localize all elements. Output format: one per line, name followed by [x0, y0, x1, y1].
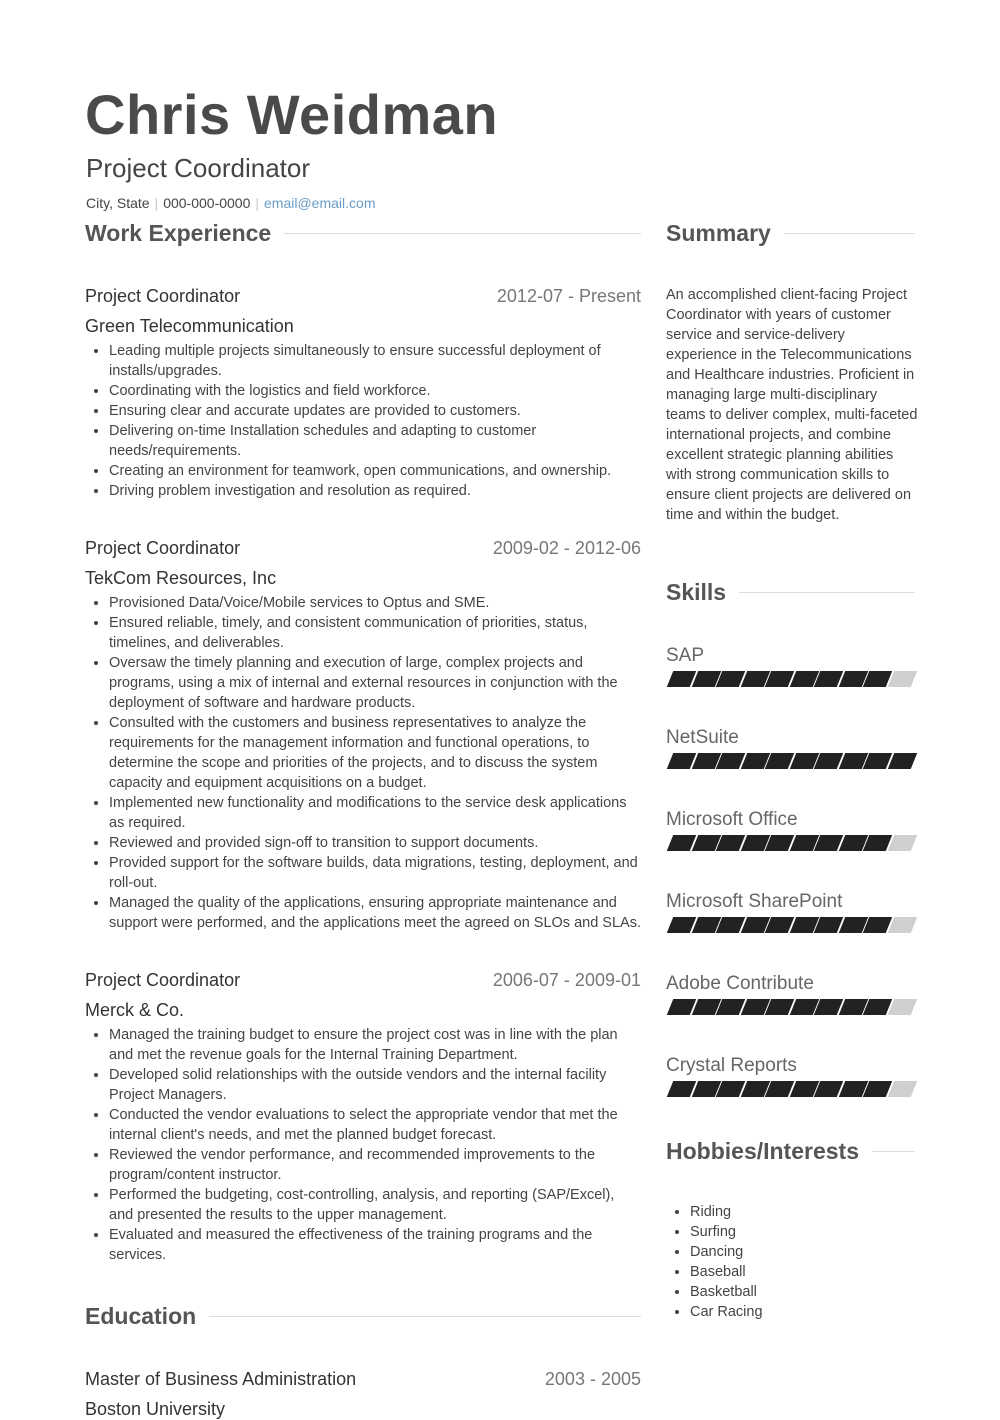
contact-email-link[interactable]: email@email.com [264, 195, 376, 211]
job-bullet: • Managed the training budget to ensure the project cost was in line with the plan and met the revenue goals for the Internal Training Department. [109, 1025, 641, 1065]
job-dates: 2012-07 - Present [496, 286, 641, 306]
summary-text: An accomplished client-facing Project Coordinator with years of customer service and service-delivery experience in the Telecommunications and Healthcare industries. Proficient in managing large multi-disciplinary teams to deliver complex, multi-faceted international projects, and combine excellent strategic planning abilities with strong communication skills to ensure client projects are delivered on time and within the budget. [666, 287, 918, 523]
job-bullet: • Oversaw the timely planning and execution of large, complex projects and programs, using a mix of internal and external resources in conjunction with the deployment of software and hardware products. [109, 653, 641, 713]
work-experience-heading [85, 218, 641, 248]
skills-heading [666, 577, 915, 607]
contact-separator: | [255, 195, 260, 211]
job-bullet: • Leading multiple projects simultaneously to ensure successful deployment of installs/upgrades. [109, 341, 641, 381]
hobby-item: • Car Racing [690, 1302, 763, 1322]
job-bullet: • Ensured reliable, timely, and consistent communication of priorities, status, timelines, and deliverables. [109, 613, 641, 653]
job-company: Green Telecommunication [85, 316, 294, 336]
skill-item [666, 809, 915, 831]
hobby-item: • Basketball [690, 1282, 763, 1302]
contact-line [86, 195, 375, 211]
skill-rating-bar [666, 917, 915, 933]
hobby-item: • Surfing [690, 1222, 763, 1242]
hobby-item: • Baseball [690, 1262, 763, 1282]
job-bullet: • Provisioned Data/Voice/Mobile services to Optus and SME. [109, 593, 641, 613]
skill-item [666, 645, 915, 667]
section-divider [284, 233, 641, 234]
contact-location: City, State [86, 195, 150, 211]
skill-name: Adobe Contribute [666, 973, 814, 994]
section-title: Summary [666, 219, 771, 246]
job-bullet: • Ensuring clear and accurate updates are provided to customers. [109, 401, 641, 421]
job-bullet: • Delivering on-time Installation schedules and adapting to customer needs/requirements. [109, 421, 641, 461]
section-divider [872, 1151, 915, 1152]
section-divider [739, 592, 915, 593]
job-bullet: • Provided support for the software builds, data migrations, testing, deployment, and roll-out. [109, 853, 641, 893]
section-title: Education [85, 1302, 197, 1329]
job-bullet: • Performed the budgeting, cost-controlling, analysis, and reporting (SAP/Excel), and presented the results to the upper management. [109, 1185, 641, 1225]
contact-separator: | [154, 195, 159, 211]
skill-item [666, 1055, 915, 1077]
job-title: Project Coordinator [85, 538, 241, 558]
job-company: Merck & Co. [85, 1000, 185, 1020]
job-company: TekCom Resources, Inc [85, 568, 277, 588]
candidate-name: Chris Weidman [85, 83, 499, 146]
job-title: Project Coordinator [85, 286, 241, 306]
skill-item [666, 891, 915, 913]
skill-name: Microsoft Office [666, 809, 798, 830]
section-title: Hobbies/Interests [666, 1137, 859, 1164]
job-bullet: • Reviewed the vendor performance, and recommended improvements to the program/content instructor. [109, 1145, 641, 1185]
skill-name: Crystal Reports [666, 1055, 797, 1076]
section-title: Work Experience [85, 219, 272, 246]
skill-segment-empty [887, 999, 916, 1015]
skill-item [666, 727, 915, 749]
job-bullet: • Evaluated and measured the effectiveness of the training programs and the services. [109, 1225, 641, 1265]
skill-name: Microsoft SharePoint [666, 891, 843, 912]
skill-segment-filled [887, 753, 916, 769]
section-divider [784, 233, 915, 234]
education-dates: 2003 - 2005 [544, 1369, 641, 1389]
section-title: Skills [666, 578, 727, 605]
job-bullet: • Implemented new functionality and modifications to the service desk applications as required. [109, 793, 641, 833]
hobbies-list [666, 1202, 763, 1322]
job-dates: 2009-02 - 2012-06 [492, 538, 641, 558]
job-bullet: • Managed the quality of the applications, ensuring appropriate maintenance and support were performed, and the applications meet the agreed on SLOs and SLAs. [109, 893, 641, 933]
job-title: Project Coordinator [85, 970, 241, 990]
job-bullet: • Reviewed and provided sign-off to transition to support documents. [109, 833, 641, 853]
job-bullet: • Consulted with the customers and business representatives to analyze the requirements for the management information and functional operations, to determine the scope and priorities of the projects, and to discuss the system capacity and equipment acquisitions on a budget. [109, 713, 641, 793]
job-bullets [85, 1025, 641, 1265]
skill-rating-bar [666, 999, 915, 1015]
section-divider [209, 1316, 641, 1317]
job-bullets [85, 593, 641, 933]
hobby-item: • Riding [690, 1202, 763, 1222]
job-bullet: • Driving problem investigation and resolution as required. [109, 481, 641, 501]
hobbies-heading [666, 1136, 915, 1166]
skill-segment-empty [887, 1081, 916, 1097]
job-bullet: • Coordinating with the logistics and field workforce. [109, 381, 641, 401]
skill-segment-empty [887, 917, 916, 933]
candidate-title: Project Coordinator [86, 153, 310, 183]
skill-rating-bar [666, 753, 915, 769]
skill-rating-bar [666, 835, 915, 851]
education-degree: Master of Business Administration [85, 1369, 357, 1389]
job-bullets [85, 341, 641, 501]
job-bullet: • Conducted the vendor evaluations to select the appropriate vendor that met the internal client's needs, and met the planned budget forecast. [109, 1105, 641, 1145]
job-bullet: • Creating an environment for teamwork, open communications, and ownership. [109, 461, 641, 481]
skill-segment-empty [887, 835, 916, 851]
skill-segment-empty [887, 671, 916, 687]
skill-rating-bar [666, 671, 915, 687]
skill-item [666, 973, 915, 995]
contact-phone: 000-000-0000 [163, 195, 251, 211]
summary-heading [666, 218, 915, 248]
job-bullet: • Developed solid relationships with the outside vendors and the internal facility Project Managers. [109, 1065, 641, 1105]
skill-rating-bar [666, 1081, 915, 1097]
skill-name: NetSuite [666, 727, 739, 748]
skill-name: SAP [666, 645, 705, 666]
hobby-item: • Dancing [690, 1242, 763, 1262]
education-school: Boston University [85, 1399, 226, 1419]
job-dates: 2006-07 - 2009-01 [492, 970, 641, 990]
education-heading [85, 1301, 641, 1331]
